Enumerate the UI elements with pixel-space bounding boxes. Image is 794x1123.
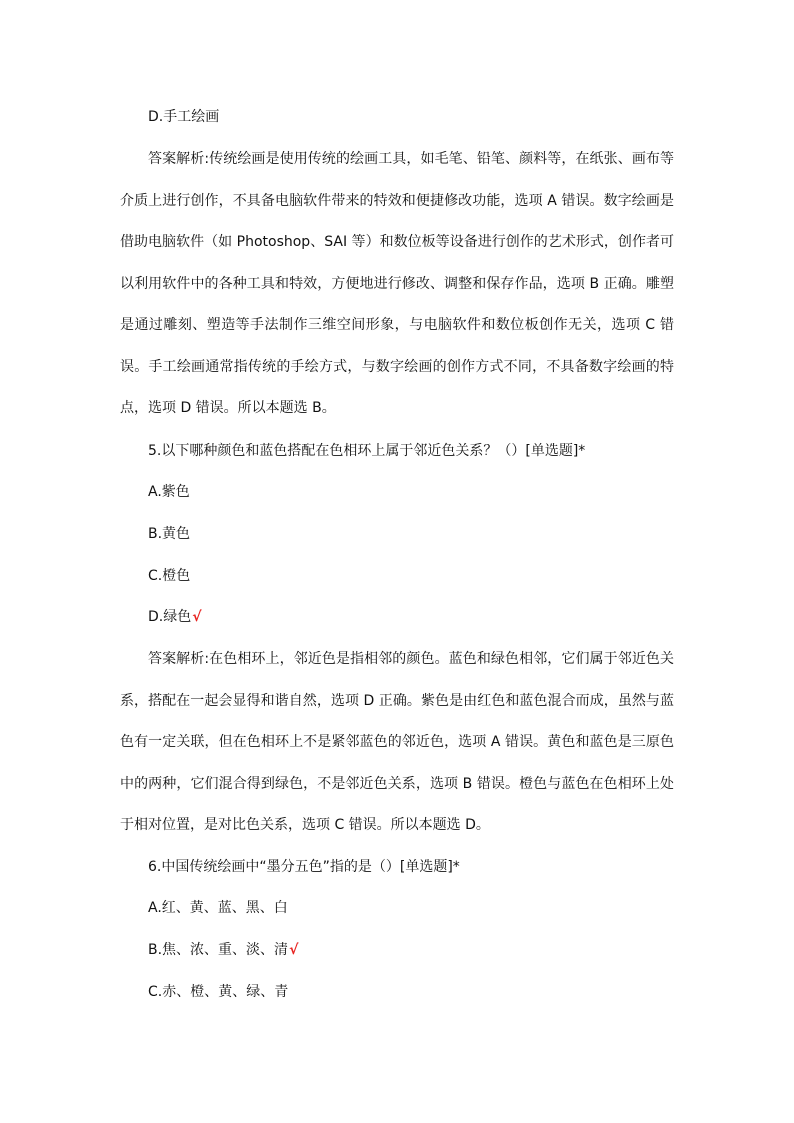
q4-option-d: D.手工绘画 [148, 109, 220, 125]
q5-option-a: A.紫色 [148, 484, 190, 500]
q6-option-b: B.焦、浓、重、淡、清 [148, 942, 289, 958]
q6-option-a: A.红、黄、蓝、黑、白 [148, 900, 288, 916]
q6-question: 6.中国传统绘画中“墨分五色”指的是（）[单选题]* [148, 859, 460, 875]
q5-option-b: B.黄色 [148, 526, 191, 542]
q6-option-c: C.赤、橙、黄、绿、青 [148, 984, 289, 1000]
q6-option-b-row [148, 940, 298, 960]
q5-option-c: C.橙色 [148, 568, 191, 584]
q5-answer-analysis: 答案解析:在色相环上，邻近色是指相邻的颜色。蓝色和绿色相邻，它们属于邻近色关系，搭配在一起会显得和谐自然，选项 D 正确。紫色是由红色和蓝色混合而成，虽然与蓝色有一定关联，但在色相环上不是紧邻蓝色的邻近色，选项 A 错误。黄色和蓝色是三原色中的两种，它们混合得到绿色，不是邻近色关系，选项 B 错误。橙色与蓝色在色相环上处于相对位置，是对比色关系，选项 C 错误。所以本题选 D。 [120, 651, 674, 833]
q5-correct-check-icon: √ [192, 609, 202, 625]
q5-option-d: D.绿色 [148, 609, 192, 625]
q4-answer-analysis: 答案解析:传统绘画是使用传统的绘画工具，如毛笔、铅笔、颜料等，在纸张、画布等介质上进行创作，不具备电脑软件带来的特效和便捷修改功能，选项 A 错误。数字绘画是借助电脑软件（如 Photoshop、SAI 等）和数位板等设备进行创作的艺术形式，创作者可以利用软件中的各种工具和特效，方便地进行修改、调整和保存作品，选项 B 正确。雕塑是通过雕刻、塑造等手法制作三维空间形象，与电脑软件和数位板创作无关，选项 C 错误。手工绘画通常指传统的手绘方式，与数字绘画的创作方式不同，不具备数字绘画的特点，选项 D 错误。所以本题选 B。 [120, 151, 674, 416]
q5-option-d-row [148, 607, 202, 627]
q6-correct-check-icon: √ [289, 942, 299, 958]
q5-question: 5.以下哪种颜色和蓝色搭配在色相环上属于邻近色关系？（）[单选题]* [148, 443, 586, 459]
